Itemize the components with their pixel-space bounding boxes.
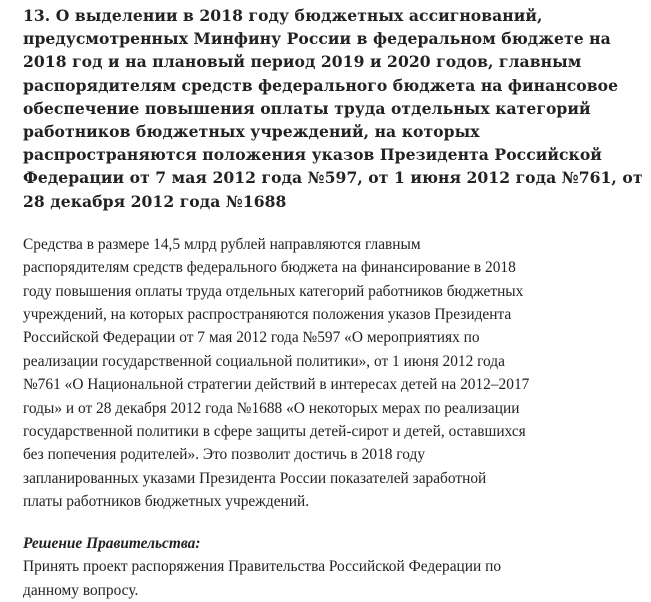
- heading-line: обеспечение повышения оплаты труда отдельных категорий: [23, 98, 591, 118]
- body-line: учреждений, на которых распространяются положения указов Президента: [23, 306, 512, 324]
- body-line: годы» и от 28 декабря 2012 года №1688 «О некоторых мерах по реализации: [23, 399, 520, 417]
- body-line: государственной политики в сфере защиты детей-сирот и детей, оставшихся: [23, 423, 526, 441]
- body-line: году повышения оплаты труда отдельных категорий работников бюджетных: [23, 282, 524, 300]
- heading-line: 2018 год и на плановый период 2019 и 2020 годов, главным: [23, 52, 582, 72]
- heading-line: Федерации от 7 мая 2012 года №597, от 1 июня 2012 года №761, от: [23, 168, 643, 188]
- body-line: Средства в размере 14,5 млрд рублей направляются главным: [23, 235, 421, 253]
- decision-label: Решение Правительства:: [23, 534, 201, 552]
- heading-line: предусмотренных Минфину России в федеральном бюджете на: [23, 29, 611, 49]
- heading-line: 28 декабря 2012 года №1688: [23, 191, 287, 211]
- heading-line: распространяются положения указов Президента Российской: [23, 145, 602, 165]
- decision-line: данному вопросу.: [23, 581, 139, 599]
- body-paragraph: [23, 233, 633, 514]
- body-line: №761 «О Национальной стратегии действий в интересах детей на 2012–2017: [23, 376, 530, 394]
- body-line: платы работников бюджетных учреждений.: [23, 493, 310, 511]
- heading-line: распорядителям средств федерального бюджета на финансовое: [23, 75, 619, 95]
- decision-line: Принять проект распоряжения Правительства Российской Федерации по: [23, 558, 502, 576]
- document-page: [23, 0, 643, 602]
- heading-line: 13. О выделении в 2018 году бюджетных ассигнований,: [23, 6, 543, 25]
- body-line: без попечения родителей». Это позволит достичь в 2018 году: [23, 446, 426, 464]
- decision-text: [23, 555, 633, 602]
- body-line: Российской Федерации от 7 мая 2012 года №597 «О мероприятиях по: [23, 329, 480, 347]
- body-line: распорядителям средств федерального бюджета на финансирование в 2018: [23, 259, 516, 277]
- body-line: реализации государственной социальной политики», от 1 июня 2012 года: [23, 352, 505, 370]
- heading-line: работников бюджетных учреждений, на которых: [23, 122, 480, 142]
- section-heading: [23, 4, 643, 213]
- body-line: запланированных указами Президента России показателей заработной: [23, 469, 487, 487]
